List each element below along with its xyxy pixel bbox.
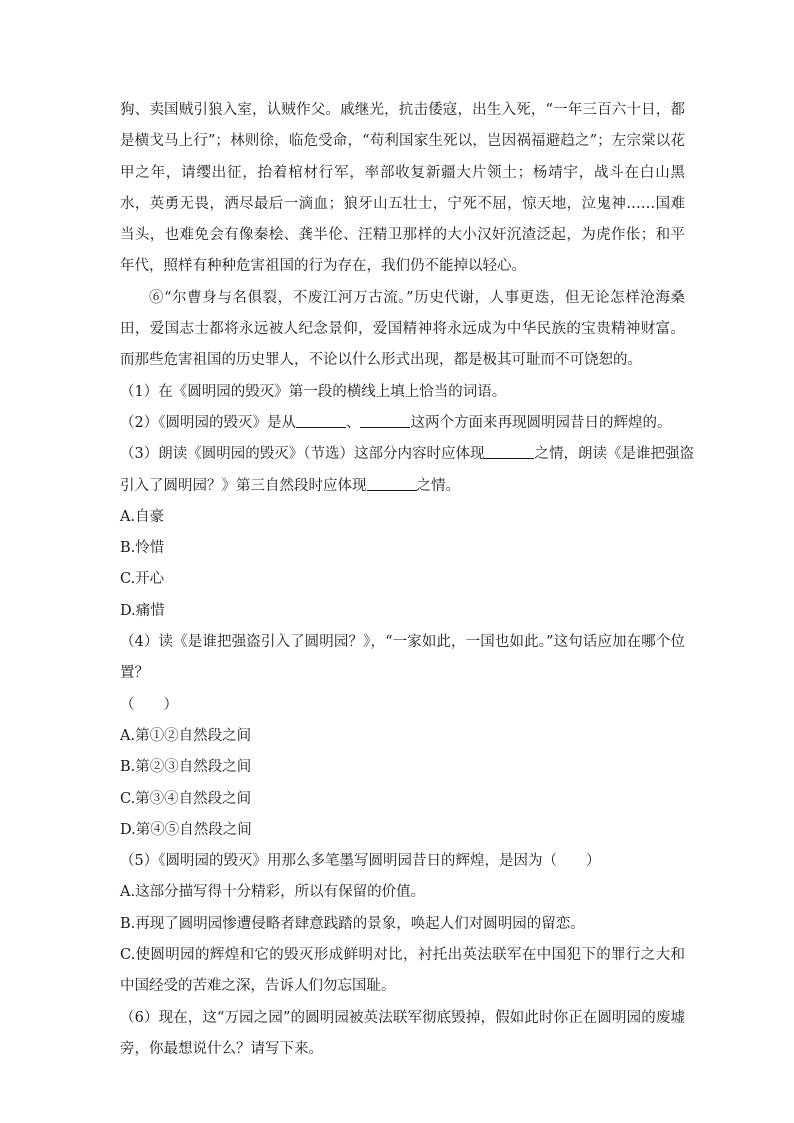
option-item: B.再现了圆明园惨遭侵略者肆意践踏的景象，唤起人们对圆明园的留恋。 <box>120 915 585 932</box>
question-3-line-1 <box>120 439 694 470</box>
answer-parentheses: （ ） <box>120 696 178 713</box>
question-2-text-a: （2）《圆明园的毁灭》是从 <box>120 414 296 431</box>
question-3-text-d: 之情。 <box>416 477 460 494</box>
question-2-text-b: 、 <box>345 414 361 431</box>
option-item: B.怜惜 <box>120 540 165 557</box>
question-3-text-a: （3）朗读《圆明园的毁灭》（节选）这部分内容时应体现 <box>120 446 485 463</box>
question-1: （1）在《圆明园的毁灭》第一段的横线上填上恰当的词语。 <box>120 383 507 400</box>
question-6: （6）现在，这“万园之园”的圆明园被英法联军彻底毁掉，假如此时你正在圆明园的废墟旁，你最想说什么？请写下来。 <box>120 1009 685 1057</box>
option-item: D.第④⑤自然段之间 <box>120 821 252 838</box>
option-item: A.自豪 <box>120 508 165 525</box>
question-3-text-b: 之情，朗读《是谁把强盗 <box>534 446 694 463</box>
question-3-line-2 <box>120 471 685 502</box>
question-3-text-c: 引入了圆明园？》第三自然段时应体现 <box>120 477 367 494</box>
option-item: A.这部分描写得十分精彩，所以有保留的价值。 <box>120 884 426 901</box>
question-4: （4）读《是谁把强盗引入了圆明园？》，“一家如此，一国也如此。”这句话应加在哪个位置？ <box>120 634 685 682</box>
question-5: （5）《圆明园的毁灭》用那么多笔墨写圆明园昔日的辉煌，是因为（ ） <box>120 853 601 870</box>
passage-paragraph-5: 狗、卖国贼引狼入室，认贼作父。戚继光，抗击倭寇，出生入死，“一年三百六十日，都是横戈马上行”；林则徐，临危受命，“苟利国家生死以，岂因祸福避趋之”；左宗棠以花甲之年，请缨出征，抬着棺材行军，率部收复新疆大片领土；杨靖宇，战斗在白山黑水，英勇无畏，洒尽最后一滴血；狼牙山五壮士，宁死不屈，惊天地，泣鬼神……国难当头，也难免会有像秦桧、龚半伦、汪精卫那样的大小汉奸沉渣泛起，为虎作伥；和平年代，照样有种种危害祖国的行为存在，我们仍不能掉以轻心。 <box>120 102 685 275</box>
question-2-text-c: 这两个方面来再现圆明园昔日的辉煌的。 <box>410 414 672 431</box>
passage-paragraph-6: ⑥“尔曹身与名俱裂，不废江河万古流。”历史代谢，人事更迭，但无论怎样沧海桑田，爱国志士都将永远被人纪念景仰，爱国精神将永远成为中华民族的宝贵精神财富。而那些危害祖国的历史罪人，不论以什么形式出现，都是极其可耻而不可饶恕的。 <box>120 289 685 369</box>
option-item: A.第①②自然段之间 <box>120 727 252 744</box>
option-item: D.痛惜 <box>120 602 165 619</box>
option-item: C.开心 <box>120 571 165 588</box>
document-content <box>120 95 694 1065</box>
question-2 <box>120 408 685 439</box>
option-item: B.第②③自然段之间 <box>120 759 252 776</box>
answer-blank[interactable] <box>360 410 410 428</box>
answer-blank[interactable] <box>484 441 534 459</box>
answer-blank[interactable] <box>367 473 417 491</box>
option-item: C.第③④自然段之间 <box>120 790 252 807</box>
answer-blank[interactable] <box>296 410 346 428</box>
option-item: C.使圆明园的辉煌和它的毁灭形成鲜明对比，衬托出英法联军在中国犯下的罪行之大和中国经受的苦难之深，告诉人们勿忘国耻。 <box>120 947 685 995</box>
